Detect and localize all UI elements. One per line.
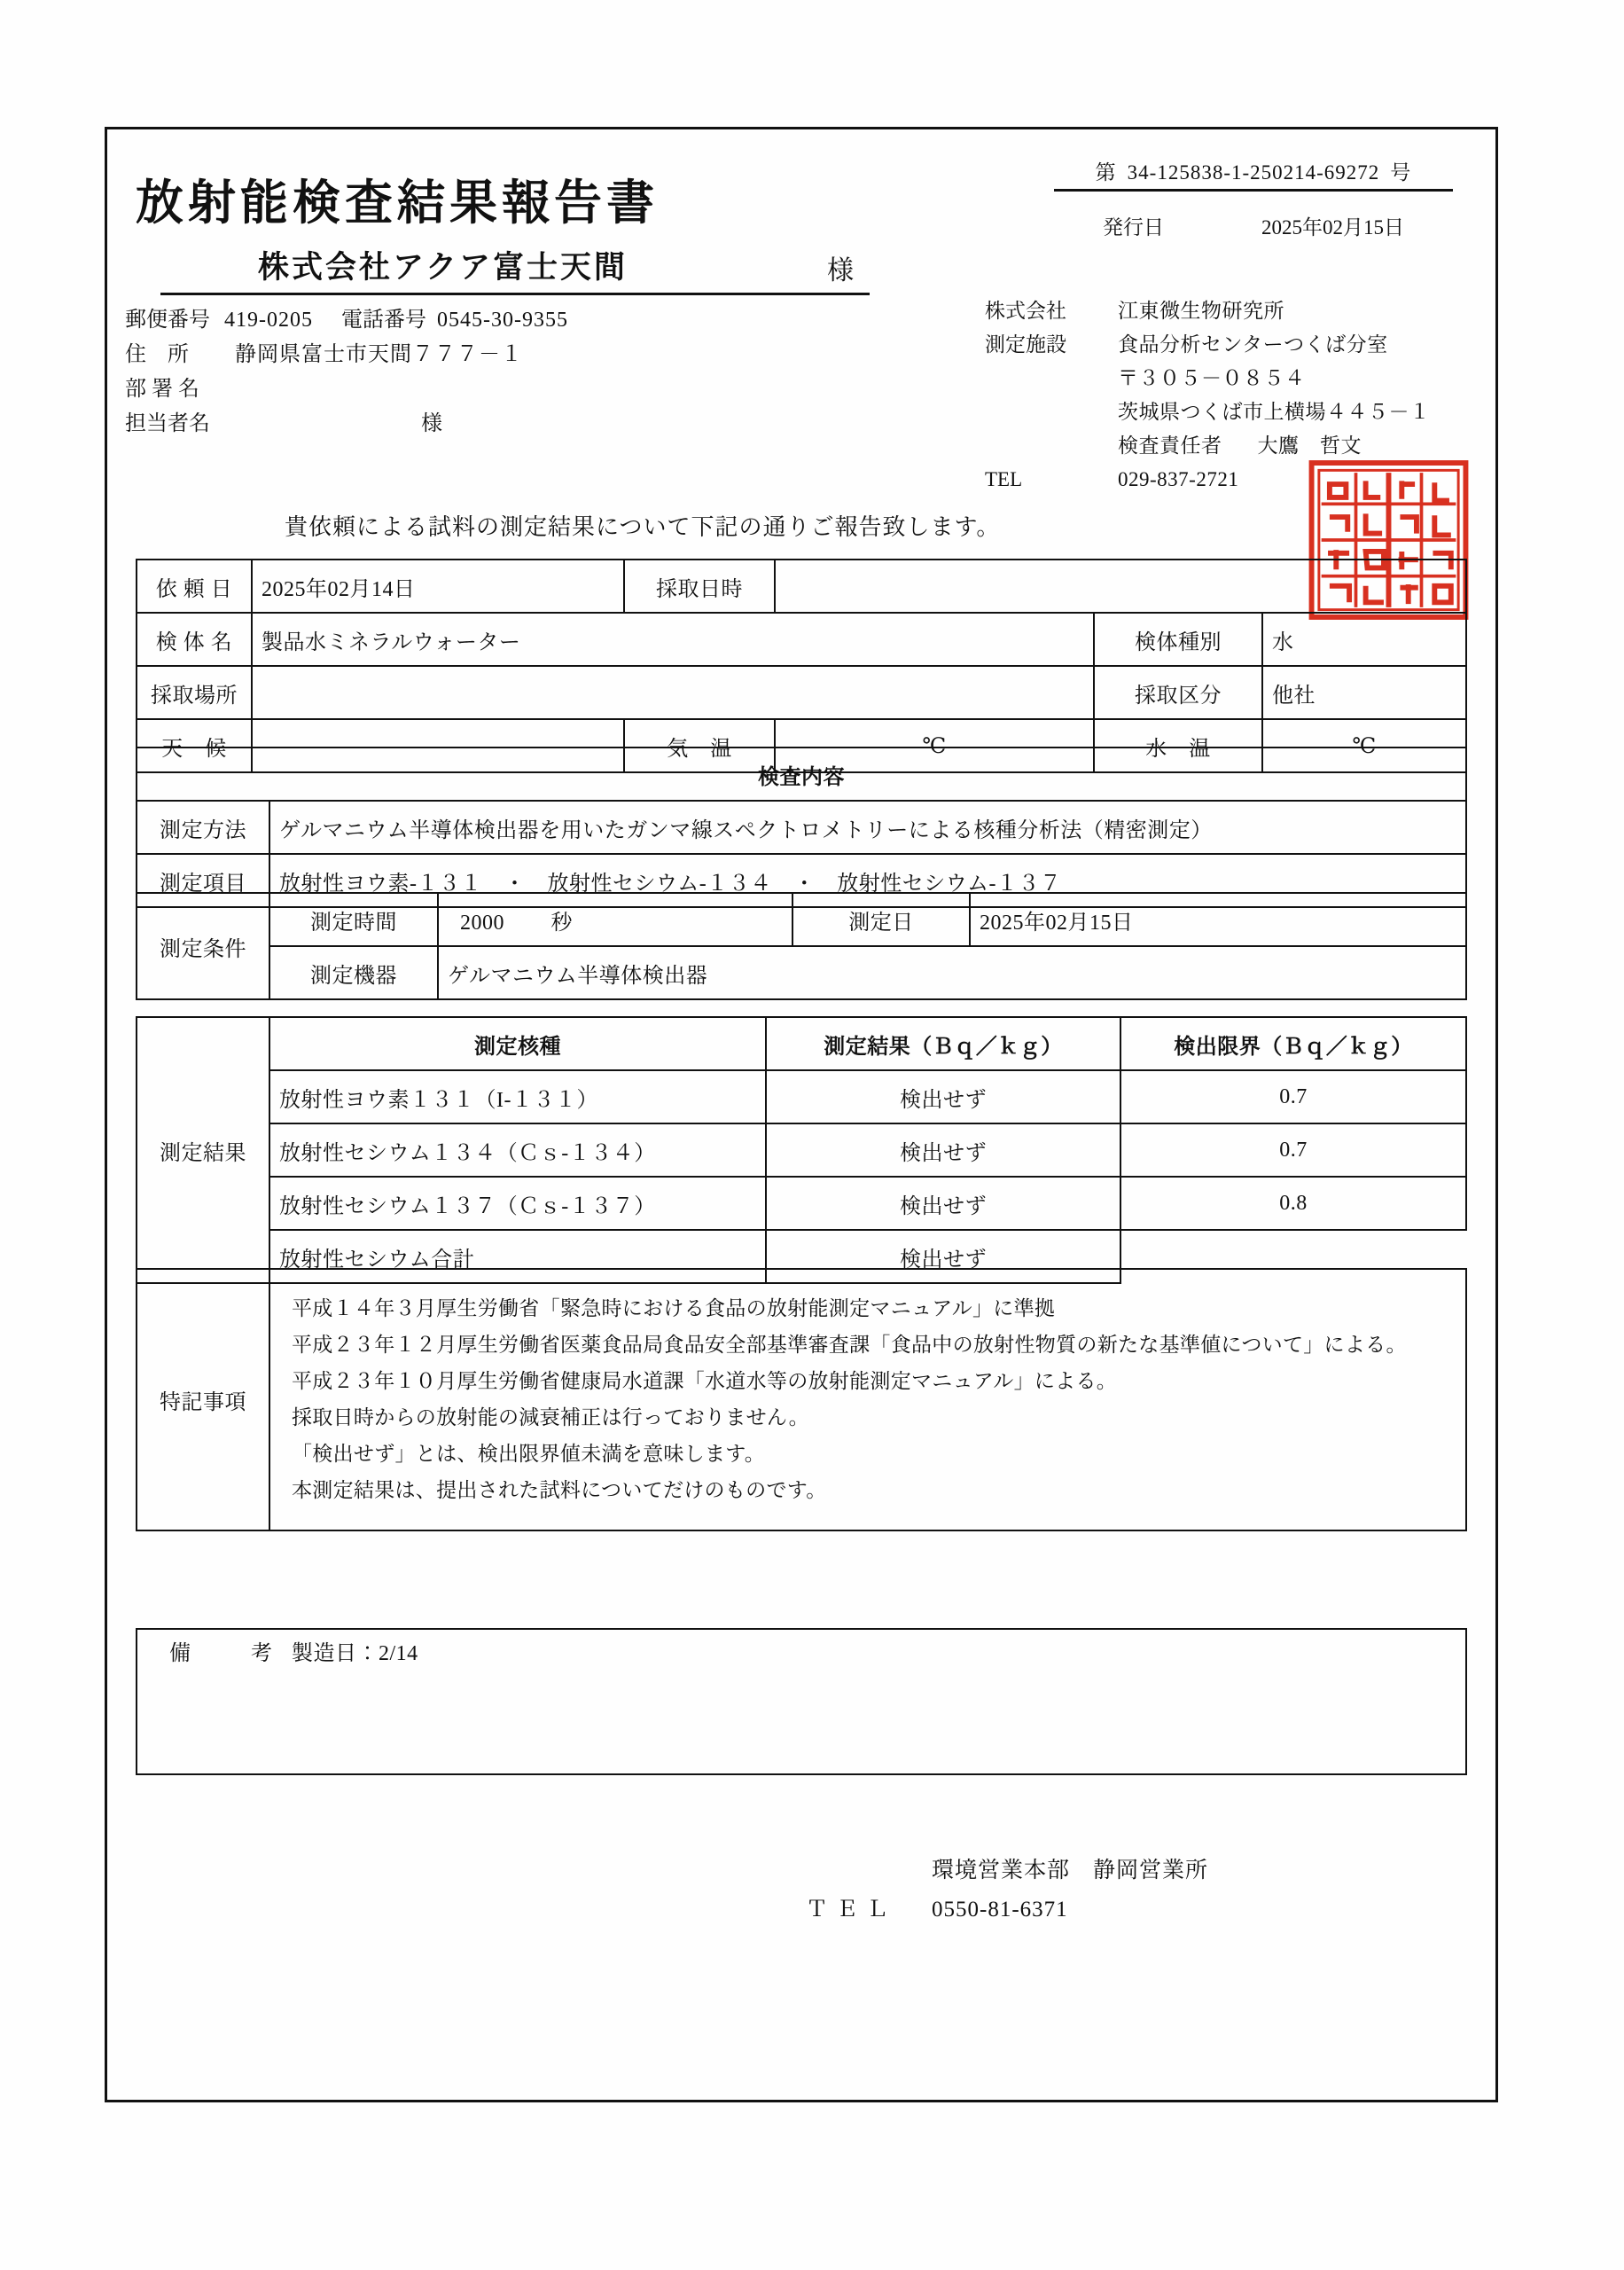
lab-address-row (985, 395, 1431, 429)
client-address-label: 住 所 (125, 343, 189, 366)
note-line: 本測定結果は、提出された試料についてだけのものです。 (292, 1479, 827, 1501)
remarks-table (136, 1628, 1467, 1775)
water-temp-label: 水 温 (1094, 719, 1262, 772)
client-department-label: 部 署 名 (125, 378, 199, 401)
collection-class-value: 他社 (1262, 666, 1466, 719)
sample-name-label: 検 体 名 (137, 613, 252, 666)
note-line: 採取日時からの放射能の減衰補正は行っておりません。 (292, 1406, 809, 1429)
measure-time-label: 測定時間 (269, 893, 438, 946)
measure-time-unit: 秒 (550, 911, 573, 935)
sample-type-label: 検体種別 (1094, 613, 1262, 666)
result-nuclide-1: 放射性セシウム１３４（Ｃｓ-１３４） (269, 1123, 766, 1177)
footer-block (728, 1851, 1437, 1930)
lab-facility-row (985, 328, 1431, 362)
lab-inspector-label: 検査責任者 (1118, 434, 1222, 457)
result-limit-1: 0.7 (1120, 1123, 1466, 1177)
document-frame (105, 127, 1498, 2102)
footer-tel-row (728, 1890, 1437, 1930)
table-row (137, 1070, 1466, 1123)
notes-label: 特記事項 (137, 1269, 269, 1530)
client-address-value: 静岡県富士市天間７７７－１ (235, 343, 523, 366)
client-name: 株式会社アクア富士天間 (258, 250, 628, 285)
method-label: 測定方法 (137, 801, 269, 854)
table-row (137, 666, 1466, 719)
measurement-results-table (136, 1016, 1467, 1284)
lab-tel-row (985, 463, 1431, 497)
client-department-row (125, 372, 568, 407)
table-row (137, 946, 1466, 999)
inspection-content-table (136, 747, 1467, 908)
results-col-nuclide: 測定核種 (269, 1017, 766, 1070)
note-line: 平成２３年１２月厚生労働省医薬食品局食品安全部基準審査課「食品中の放射性物質の新たな基準値について」による。 (292, 1334, 1407, 1356)
table-row (137, 1017, 1466, 1070)
result-value-3: 検出せず (766, 1230, 1120, 1283)
measure-time-value: 2000 (460, 911, 504, 935)
note-line: 平成２３年１０月厚生労働省健康局水道課「水道水等の放射能測定マニュアル」による。 (292, 1370, 1118, 1392)
special-notes-table (136, 1268, 1467, 1531)
result-value-1: 検出せず (766, 1123, 1120, 1177)
air-temp-unit: ℃ (775, 719, 1094, 772)
result-value-0: 検出せず (766, 1070, 1120, 1123)
lab-postal-value: 〒３０５－０８５４ (1118, 367, 1306, 389)
client-phone-label: 電話番号 (341, 309, 426, 332)
table-row (137, 1269, 1466, 1530)
collection-class-label: 採取区分 (1094, 666, 1262, 719)
remarks-label: 備 考 (169, 1642, 292, 1665)
sample-type-value: 水 (1262, 613, 1466, 666)
report-number-label: 第 (1095, 161, 1117, 184)
client-phone-value: 0545-30-9355 (437, 309, 568, 332)
lab-company-value: 江東微生物研究所 (1118, 300, 1284, 322)
sample-name-value: 製品水ミネラルウォーター (252, 613, 1094, 666)
notes-content (269, 1269, 1466, 1530)
measurement-conditions-table (136, 892, 1467, 1000)
inspection-content-title: 検査内容 (137, 748, 1466, 801)
issue-date-label: 発行日 (1103, 216, 1164, 239)
lab-tel-value: 029-837-2721 (1118, 468, 1239, 490)
lab-postal-row (985, 362, 1431, 395)
issue-date-value: 2025年02月15日 (1261, 216, 1404, 239)
client-honorific: 様 (827, 256, 854, 286)
client-contact-honorific: 様 (421, 412, 442, 435)
table-row (137, 893, 1466, 946)
table-row (137, 801, 1466, 854)
collection-place-label: 採取場所 (137, 666, 252, 719)
client-details (125, 303, 568, 442)
table-row (137, 748, 1466, 801)
measure-date-value: 2025年02月15日 (970, 893, 1466, 946)
client-name-row (160, 243, 870, 295)
note-line: 平成１４年３月厚生労働省「緊急時における食品の放射能測定マニュアル」に準拠 (292, 1297, 1056, 1319)
note-line: 「検出せず」とは、検出限界値未満を意味します。 (292, 1443, 766, 1465)
issue-date (1054, 211, 1453, 240)
lab-company-row (985, 294, 1431, 328)
lab-inspector-row (985, 429, 1431, 463)
conditions-section-label: 測定条件 (137, 893, 269, 999)
remarks-value: 製造日：2/14 (292, 1642, 418, 1665)
measure-date-label: 測定日 (792, 893, 970, 946)
lab-facility-label: 測定施設 (985, 333, 1066, 356)
laboratory-details (985, 294, 1431, 497)
collection-datetime-value (775, 560, 1466, 613)
page-title: 放射能検査結果報告書 (136, 176, 659, 230)
results-col-limit: 検出限界（Ｂｑ／ｋｇ） (1120, 1017, 1466, 1070)
client-address-row (125, 338, 568, 372)
client-postal-row (125, 303, 568, 338)
water-temp-unit: ℃ (1262, 719, 1466, 772)
request-date-label: 依 頼 日 (137, 560, 252, 613)
collection-place-value (252, 666, 1094, 719)
lab-address-value: 茨城県つくば市上横場４４５－１ (1118, 401, 1431, 423)
instrument-label: 測定機器 (269, 946, 438, 999)
lab-company-label: 株式会社 (985, 300, 1066, 322)
lab-facility-value: 食品分析センターつくば分室 (1118, 333, 1388, 356)
report-number-suffix: 号 (1390, 161, 1412, 184)
sample-info-table (136, 559, 1467, 773)
collection-datetime-label: 採取日時 (624, 560, 775, 613)
result-nuclide-0: 放射性ヨウ素１３１（I-１３１） (269, 1070, 766, 1123)
table-row (137, 1177, 1466, 1230)
result-value-2: 検出せず (766, 1177, 1120, 1230)
table-row (137, 1629, 1466, 1774)
result-nuclide-3: 放射性セシウム合計 (269, 1230, 766, 1283)
footer-tel-value: 0550-81-6371 (932, 1898, 1068, 1922)
items-value: 放射性ヨウ素-１３１ ・ 放射性セシウム-１３４ ・ 放射性セシウム-１３７ (269, 854, 1466, 907)
client-postal-label: 郵便番号 (125, 309, 210, 332)
report-number (1054, 156, 1453, 192)
lab-tel-label: TEL (985, 468, 1023, 490)
lab-inspector-value: 大鷹 哲文 (1257, 434, 1362, 457)
results-section-label: 測定結果 (137, 1123, 269, 1177)
client-postal-value: 419-0205 (224, 309, 313, 332)
items-label: 測定項目 (137, 854, 269, 907)
footer-office: 環境営業本部 静岡営業所 (932, 1859, 1209, 1883)
report-number-value: 34-125838-1-250214-69272 (1127, 161, 1380, 184)
table-row (137, 560, 1466, 613)
result-limit-2: 0.8 (1120, 1177, 1466, 1230)
method-value: ゲルマニウム半導体検出器を用いたガンマ線スペクトロメトリーによる核種分析法（精密測定） (269, 801, 1466, 854)
result-nuclide-2: 放射性セシウム１３７（Ｃｓ-１３７） (269, 1177, 766, 1230)
result-limit-0: 0.7 (1120, 1070, 1466, 1123)
client-contact-label: 担当者名 (125, 412, 210, 435)
table-row (137, 1123, 1466, 1177)
weather-label: 天 候 (137, 719, 252, 772)
remarks-cell (137, 1629, 1466, 1774)
instrument-value: ゲルマニウム半導体検出器 (438, 946, 1466, 999)
measure-time-cell (438, 893, 792, 946)
request-date-value: 2025年02月14日 (252, 560, 624, 613)
air-temp-label: 気 温 (624, 719, 775, 772)
footer-tel-label: ＴＥＬ (805, 1898, 896, 1922)
client-contact-row (125, 407, 568, 442)
intro-text: 貴依頼による試料の測定結果について下記の通りご報告致します。 (285, 514, 1001, 540)
results-col-result: 測定結果（Ｂｑ／ｋｇ） (766, 1017, 1120, 1070)
table-row (137, 613, 1466, 666)
